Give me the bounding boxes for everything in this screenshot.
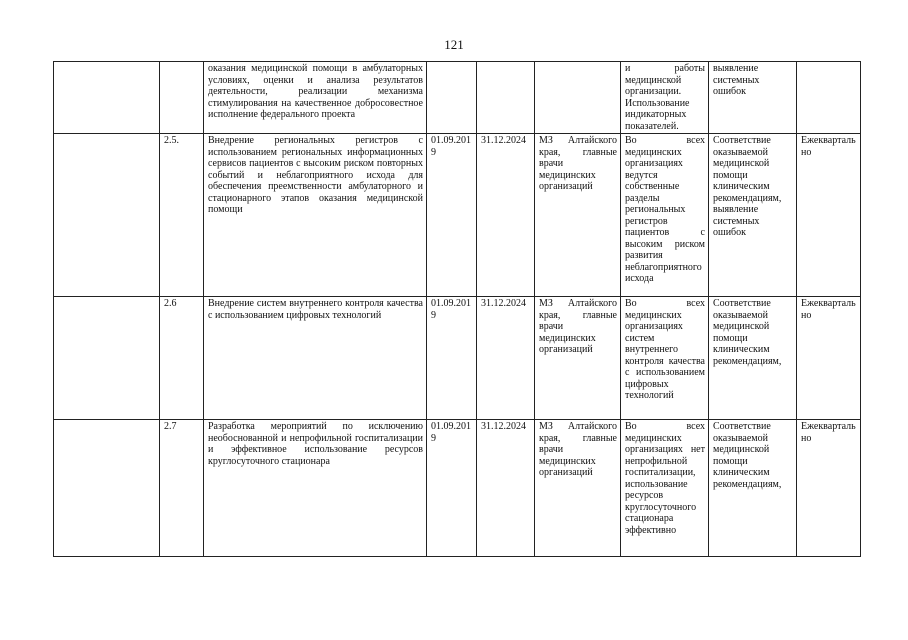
event-cell: Внедрение систем внутреннего контроля качества с использованием цифровых технологий	[204, 297, 427, 420]
responsible-cell	[535, 62, 621, 134]
start-date-cell: 01.09.2019	[427, 420, 477, 557]
row-number-cell: 2.7	[160, 420, 204, 557]
table-row	[54, 420, 861, 557]
plan-table	[53, 61, 861, 557]
result-cell: Соответствие оказываемой медицинской помощи клиническим рекомендациям,	[709, 297, 797, 420]
responsible-cell: МЗ Алтайского края, главные врачи медицинских организаций	[535, 297, 621, 420]
responsible-cell: МЗ Алтайского края, главные врачи медицинских организаций	[535, 420, 621, 557]
end-date-cell: 31.12.2024	[477, 420, 535, 557]
period-cell: Ежеквартально	[797, 297, 861, 420]
responsible-cell: МЗ Алтайского края, главные врачи медицинских организаций	[535, 134, 621, 297]
start-date-cell	[427, 62, 477, 134]
blank-cell	[54, 297, 160, 420]
start-date-cell: 01.09.2019	[427, 134, 477, 297]
end-date-cell: 31.12.2024	[477, 134, 535, 297]
row-number-cell: 2.6	[160, 297, 204, 420]
row-number-cell	[160, 62, 204, 134]
indicator-cell: Во всех медицинских организациях ведутся собственные разделы региональных регистров пациентов с высоким риском развития неблагоприятного исхода	[621, 134, 709, 297]
blank-cell	[54, 62, 160, 134]
end-date-cell	[477, 62, 535, 134]
table-row	[54, 134, 861, 297]
page-number: 121	[444, 37, 464, 52]
blank-cell	[54, 134, 160, 297]
event-cell: Разработка мероприятий по исключению необоснованной и непрофильной госпитализации и эффективное использование ресурсов круглосуточного стационара	[204, 420, 427, 557]
start-date-cell: 01.09.2019	[427, 297, 477, 420]
indicator-cell: Во всех медицинских организациях нет непрофильной госпитализации, использование ресурсов круглосуточного стационара эффективно	[621, 420, 709, 557]
table-row	[54, 62, 861, 134]
result-cell: Соответствие оказываемой медицинской помощи клиническим рекомендациям, выявление системных ошибок	[709, 134, 797, 297]
result-cell: выявление системных ошибок	[709, 62, 797, 134]
table-row	[54, 297, 861, 420]
period-cell	[797, 62, 861, 134]
blank-cell	[54, 420, 160, 557]
row-number-cell: 2.5.	[160, 134, 204, 297]
event-cell: оказания медицинской помощи в амбулаторных условиях, оценки и анализа результатов деятельности, реализации механизма стимулирования на качественное добросовестное исполнение федерального проекта	[204, 62, 427, 134]
end-date-cell: 31.12.2024	[477, 297, 535, 420]
result-cell: Соответствие оказываемой медицинской помощи клиническим рекомендациям,	[709, 420, 797, 557]
event-cell: Внедрение региональных регистров с использованием региональных информационных сервисов пациентов с высоким риском повторных событий и неблагоприятного исхода для обеспечения преемственности амбулаторного и стационарного этапов оказания медицинской помощи	[204, 134, 427, 297]
indicator-cell: Во всех медицинских организациях систем внутреннего контроля качества с использованием цифровых технологий	[621, 297, 709, 420]
period-cell: Ежеквартально	[797, 134, 861, 297]
period-cell: Ежеквартально	[797, 420, 861, 557]
indicator-cell: и работы медицинской организации. Использование индикаторных показателей.	[621, 62, 709, 134]
